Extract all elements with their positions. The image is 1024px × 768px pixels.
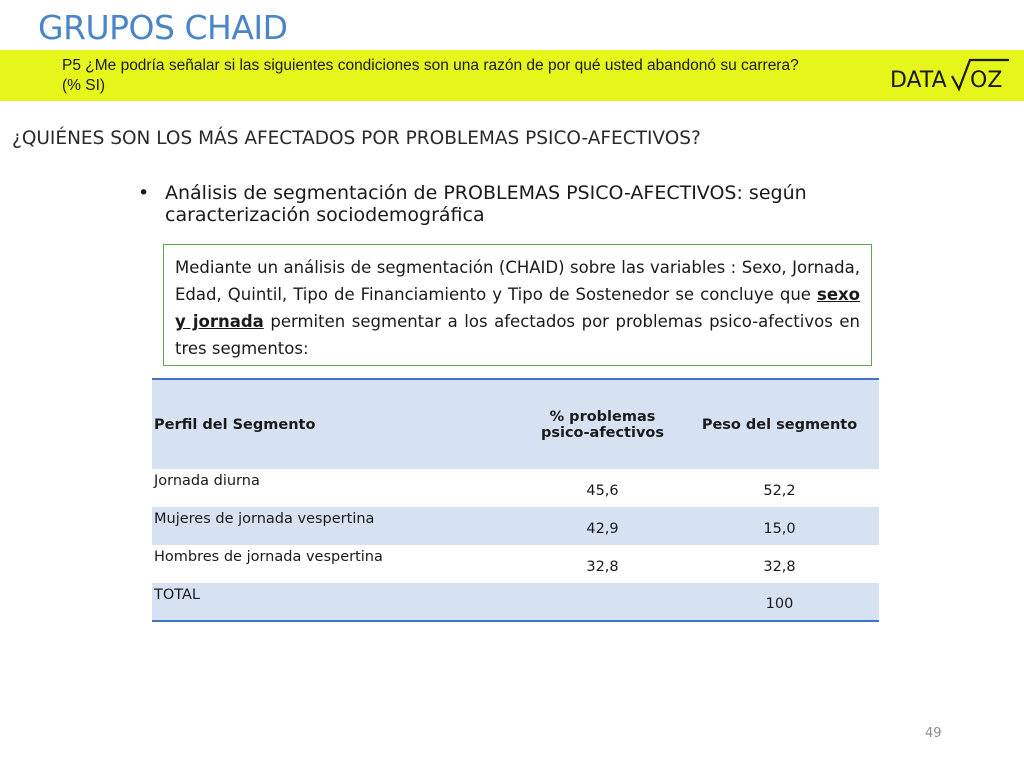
- datavoz-logo-mark: [890, 58, 1010, 94]
- bullet-text: Análisis de segmentación de PROBLEMAS PSICO-AFECTIVOS: según caracterización sociodemográfica: [165, 182, 807, 226]
- row-weight: 100: [680, 583, 879, 621]
- header-percent: [525, 379, 680, 469]
- row-profile: Jornada diurna: [154, 473, 260, 489]
- logo-text-left: DATA: [890, 68, 947, 93]
- row-percent: 45,6: [586, 482, 619, 499]
- header-weight: Peso del segmento: [680, 379, 879, 469]
- chaid-note-box: [163, 244, 872, 366]
- survey-question: [62, 56, 862, 96]
- bullet-glyph: •: [138, 182, 150, 204]
- row-weight: 52,2: [763, 482, 796, 499]
- row-profile: Hombres de jornada vespertina: [154, 549, 383, 565]
- section-heading: ¿QUIÉNES SON LOS MÁS AFECTADOS POR PROBLEMAS PSICO-AFECTIVOS?: [12, 128, 701, 149]
- page-number: 49: [925, 726, 942, 741]
- segment-table: [152, 378, 879, 622]
- row-percent: 42,9: [525, 507, 680, 545]
- logo-text-right: OZ: [970, 68, 1003, 93]
- header-percent-line-1: % problemas: [549, 408, 656, 425]
- row-profile: TOTAL: [152, 583, 525, 621]
- table-row: [152, 469, 879, 507]
- note-emphasis: sexo y jornada: [175, 285, 860, 331]
- row-percent: 32,8: [586, 558, 619, 575]
- row-percent: [525, 583, 680, 621]
- header-percent-line-2: psico-afectivos: [540, 424, 665, 441]
- note-text-after: permiten segmentar a los afectados por problemas psico-afectivos en tres segmentos:: [175, 312, 860, 358]
- datavoz-logo: [890, 58, 1010, 94]
- header-profile: Perfil del Segmento: [152, 379, 525, 469]
- question-banner: [0, 50, 1024, 101]
- table-row-total: [152, 583, 879, 621]
- table-row: [152, 507, 879, 545]
- row-weight: 15,0: [680, 507, 879, 545]
- chaid-note-text: [175, 254, 860, 362]
- note-text-before: Mediante un análisis de segmentación (CHAID) sobre las variables : Sexo, Jornada, Edad, Quintil, Tipo de Financiamiento y Tipo de Sostenedor se concluye que: [175, 258, 860, 304]
- survey-question-line-2: (% SI): [62, 77, 106, 94]
- row-profile: Mujeres de jornada vespertina: [152, 507, 525, 545]
- slide-title: GRUPOS CHAID: [38, 8, 288, 47]
- table-header-row: [152, 379, 879, 469]
- survey-question-line-1: P5 ¿Me podría señalar si las siguientes condiciones son una razón de por qué usted abandonó su carrera?: [62, 57, 799, 74]
- row-weight: 32,8: [763, 558, 796, 575]
- table-row: [152, 545, 879, 583]
